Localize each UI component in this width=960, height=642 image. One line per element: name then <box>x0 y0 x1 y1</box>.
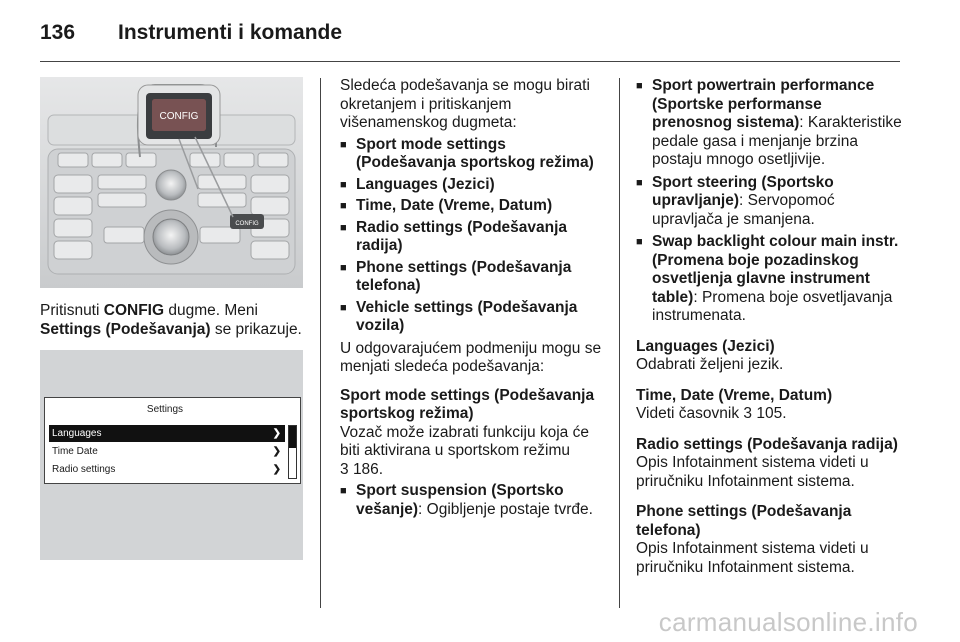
menu-row-label: Languages <box>52 428 102 439</box>
menu-row-label: Radio settings <box>52 464 116 475</box>
menu-row-label: Time Date <box>52 446 98 457</box>
settings-screen-photo <box>40 350 303 560</box>
bullet-label: Swap backlight colour main instr. (Promena boje pozadinskog osvetljenja glavne instrument table) <box>652 233 899 306</box>
caption-part: se prikazuje. <box>210 320 302 338</box>
caption-config-term: CONFIG <box>103 302 165 319</box>
sport-list-continued <box>636 77 904 326</box>
submenu-text: U odgovarajućem podmeniju mogu se menjati sledeća podešavanja: <box>340 339 602 375</box>
page-reference: 105. <box>756 405 787 422</box>
list-item: ■ Languages (Jezici) <box>340 176 608 195</box>
page-number: 136 <box>40 21 76 44</box>
list-item <box>636 77 904 170</box>
radio-settings-text: Opis Infotainment sistema videti u priručniku Infotainment sistema. <box>636 454 869 490</box>
menu-row-time-date[interactable] <box>49 443 285 460</box>
sport-mode-desc: Vozač može izabrati funkciju koja će biti aktivirana u sportskom režimu <box>340 423 589 459</box>
screen-title: Settings <box>146 404 184 415</box>
bullet-label: Sport suspension (Sportsko vešanje) <box>356 482 564 518</box>
bullet-text: : Servopomoć upravljača je smanjena. <box>652 192 835 228</box>
list-item <box>636 174 904 230</box>
languages-heading: Languages (Jezici) <box>636 337 775 355</box>
column-divider-2 <box>619 78 620 608</box>
list-item: ■ Phone settings (Podešavanja telefona) <box>340 259 608 296</box>
bullet-text: : Promena boje osvetljavanja instrumenata. <box>652 288 893 324</box>
menu-row-languages[interactable] <box>49 425 285 442</box>
list-item: ■ Vehicle settings (Podešavanja vozila) <box>340 299 608 336</box>
console-photo <box>40 77 303 288</box>
column-2 <box>340 77 608 519</box>
watermark: carmanualsonline.info <box>658 607 918 637</box>
caption-part: dugme. Meni <box>164 302 258 319</box>
intro-text: Sledeća podešavanja se mogu birati okretanjem i pritiskanjem višenamenskog dugmeta: <box>340 77 590 131</box>
config-button-label: CONFIG <box>159 111 199 122</box>
radio-settings-heading: Radio settings (Podešavanja radija) <box>636 435 898 453</box>
menu-row-radio-settings[interactable] <box>49 461 285 478</box>
bullet-text: : Ogibljenje postaje tvrđe. <box>418 500 593 518</box>
list-item: ■ Time, Date (Vreme, Datum) <box>340 197 608 216</box>
chevron-right-icon: ❯ <box>272 446 281 457</box>
settings-screen <box>44 397 301 484</box>
list-item <box>340 482 608 519</box>
column-3 <box>636 77 904 577</box>
sport-mode-text <box>340 424 608 480</box>
scrollbar-thumb[interactable] <box>289 426 296 448</box>
sport-list <box>340 482 608 519</box>
settings-list <box>340 136 608 336</box>
time-date-text <box>636 405 904 424</box>
list-item <box>636 233 904 326</box>
bullet-label: Sport steering (Sportsko upravljanje) <box>652 173 834 209</box>
config-button-small-label: CONFIG <box>235 221 259 227</box>
phone-settings-heading: Phone settings (Podešavanja telefona) <box>636 503 852 539</box>
caption-part: Pritisnuti <box>40 302 104 319</box>
chevron-right-icon: ❯ <box>272 464 281 475</box>
page-reference: 186. <box>352 460 384 478</box>
bullet-text: : Karakteristike pedale gasa i menjanje brzina postaju mnogo osetljivije. <box>652 114 902 168</box>
ref-arrow-icon: 3 <box>743 405 753 422</box>
phone-settings-text: Opis Infotainment sistema videti u priručniku Infotainment sistema. <box>636 540 869 576</box>
ref-arrow-icon: 3 <box>340 460 349 478</box>
list-item: ■ Sport mode settings (Podešavanja sportskog režima) <box>340 136 608 173</box>
page-title: Instrumenti i komande <box>118 21 343 44</box>
caption-text <box>40 302 310 339</box>
list-item: ■ Radio settings (Podešavanja radija) <box>340 219 608 256</box>
figure-caption <box>40 302 310 339</box>
caption-settings-term: Settings (Podešavanja) <box>40 320 211 338</box>
languages-text: Odabrati željeni jezik. <box>636 356 784 373</box>
header-rule <box>40 61 900 62</box>
sport-mode-heading: Sport mode settings (Podešavanja sportskog režima) <box>340 386 595 422</box>
column-divider-1 <box>320 78 321 608</box>
time-date-heading: Time, Date (Vreme, Datum) <box>636 386 833 404</box>
console-illustration <box>40 77 303 288</box>
screen-scrollbar[interactable] <box>288 425 297 479</box>
bullet-label: Sport powertrain performance (Sportske performanse prenosnog sistema) <box>652 77 875 131</box>
time-date-desc: Videti časovnik <box>636 405 740 422</box>
chevron-right-icon: ❯ <box>272 428 281 439</box>
